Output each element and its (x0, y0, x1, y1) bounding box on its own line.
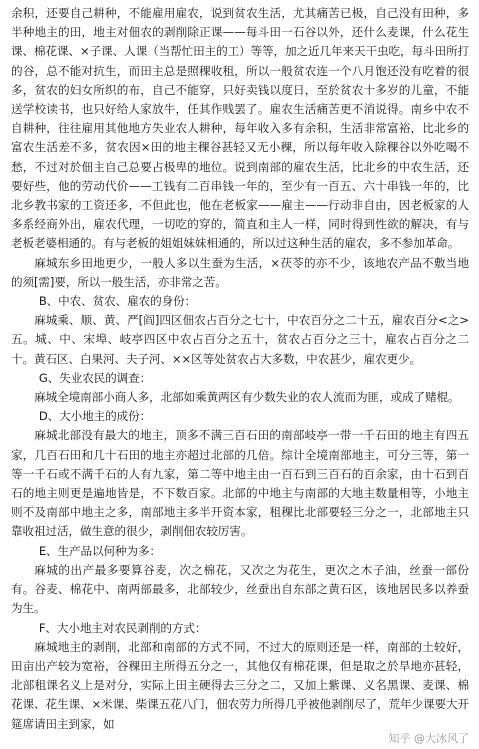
watermark: 知乎 @大冰风了 (388, 732, 469, 745)
section-heading-e: E、生产品以何种为多： (38, 543, 161, 558)
paragraph-tenant-life: 余积，还要自己耕种，不能雇用雇农，说到贫农生活，尤其痛苦已极，自己没有田种，多半种地主的田，地主对佃农的剥削除正课——每斗田一石谷以外，还什么麦课，什么花生课、棉花课、×子课、人课（当帮忙田主的工）等等，加之近几年来天干虫吃，每斗田所打的谷，总不能对抗生，而田主总是照稞收租，所以一般贫农连一个八月饱还没有吃着的很多，贫农的妇女所织的布，自己不能穿，只好卖钱以度日，至於贫农十多岁的儿童，不能送学校读书，也只好给人家放牛，任其作贱罢了。雇农生活痛苦更不消说得。南乡中农不自耕种，往往雇用其他地方失业农人耕种，每年收入多有余积，生活非常富裕，比北乡的富农生活差不多，贫农因×田的地主稞谷甚轻又无小稞，所以每年收入除稞谷以外吃喝不愁，不过对於佃主自己总要占极卑的地位。说到南部的雇农生活，比北乡的中农生活，还要好些，他的劳动代价——工钱有二百串钱一年的，至少有一百五、六十串钱一年的，比北乡教书家的工资还多，不但此也，他在老板家——雇主——行动非自由，因老板家的人多系经商外出，雇农代理，一切吃的穿的，简直和主人一样，同时得到性欲的解决，有与老板老婆相通的。有与老板的姐姐妹妹相通的，所以过这种生活的雇农，多不参加革命。 (11, 6, 469, 251)
paragraph-peasant-proportions: 麻城乘、顺、黄、严[阎]四区佃农占百分之七十，中农百分之二十五，雇农百分<之>五。城、中、宋埠、岐亭四区中农占百分之五十，贫农占百分之三十，雇农占百分之二十。黄石区、白果河、夫子河、××区等处贫农占大多数，中农甚少，雇农更少。 (11, 313, 469, 366)
paragraph-east-township: 麻城东乡田地更少，一般人多以生蚕为生活，×茯苓的亦不少，该地农产品不敷当地的须[需]要，所以一般生活，亦非常之苦。 (11, 255, 469, 289)
section-heading-f: F、大小地主对农民剥削的方式： (38, 620, 207, 635)
document-body (11, 4, 469, 734)
paragraph-exploitation: 麻城地主的剥削，北部和南部的方式不同，不过大的原则还是一样，南部的土较好，田亩出产较为宽裕，谷稞田主所得五分之一，其他仅有棉花课，但是取之於旱地亦甚轻，北部租课名义上是对分，实际上田主硬得去三分之二，又加上紫课、义名黑课、麦课、棉花课、花生课、×米课、柴课五花八门，佃农劳力所得几乎被他剥削尽了，荒年少课要大开筵席请田主到家，如 (11, 639, 469, 731)
paragraph-products: 麻城的出产最多要算谷麦，次之棉花，又次之为花生，更次之木子油，丝蚕一部份有。谷麦、棉花中、南两部最多，北部较少，丝蚕出自东部之黄石区，该地居民多以养蚕为生。 (11, 562, 469, 616)
paragraph-unemployed: 麻城全境南部小商人多，北部如乘黄两区有少数失业的农人流而为匪，或成了赌棍。 (34, 390, 460, 405)
section-heading-b: B、中农、贫农、雇农的身份： (38, 294, 197, 309)
section-heading-d: D、大小地主的成份： (38, 409, 152, 424)
section-heading-g: G、失业农民的调查： (38, 370, 152, 385)
paragraph-landlords: 麻城北部没有最大的地主，顶多不满三百石田的南部岐亭一带一千石田的地主有四五家，几百石田和几十石田的地主亦超过北部的几倍。综计全境南部地主，可分三等，第一等一千石或不满千石的人有九家，第二等中地主由一百石到三百石的百余家，由十石到百石的地主则更是遍地皆是，不下数百家。北部的中地主与南部的大地主数量相等，小地主则不及南部中地主之多，南部地主多半开资本家，租稞比北部要轻三分之一，北部地主只靠收祖过活，做生意的很少，剥削佃农较厉害。 (11, 428, 469, 539)
